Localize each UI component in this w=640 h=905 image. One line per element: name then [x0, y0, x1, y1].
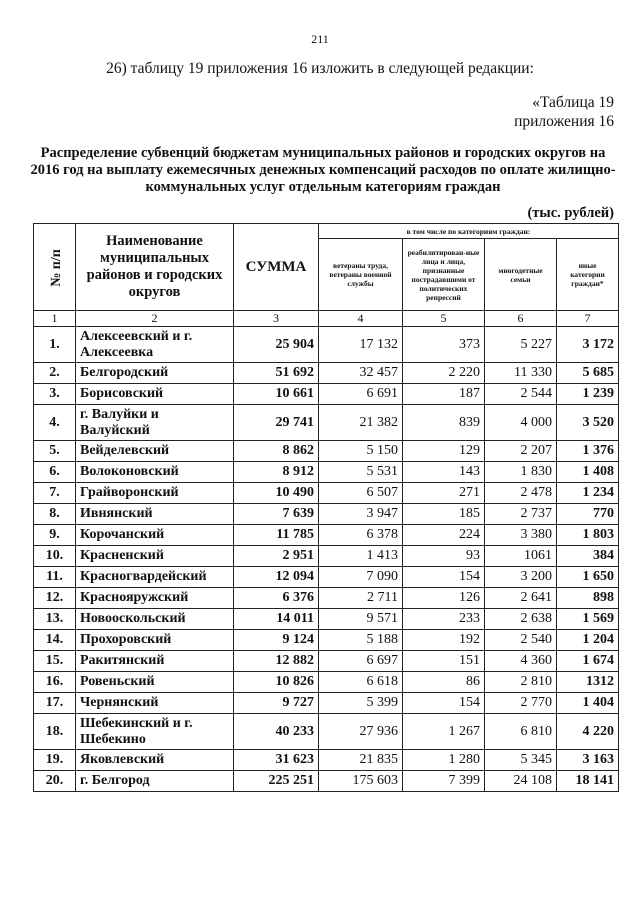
row-number: 20. [34, 771, 76, 792]
sum-cell: 29 741 [234, 405, 319, 441]
rehabilitated-cell: 192 [403, 630, 485, 651]
district-name: Шебекинский и г. Шебекино [76, 714, 234, 750]
other-categories-cell: 1 650 [557, 567, 619, 588]
other-categories-cell: 1 239 [557, 384, 619, 405]
district-name: Новооскольский [76, 609, 234, 630]
veterans-cell: 2 711 [319, 588, 403, 609]
district-name: Белгородский [76, 363, 234, 384]
large-families-cell: 2 638 [485, 609, 557, 630]
other-categories-cell: 1 234 [557, 483, 619, 504]
row-number: 6. [34, 462, 76, 483]
other-categories-cell: 1 404 [557, 693, 619, 714]
large-families-cell: 2 770 [485, 693, 557, 714]
large-families-cell: 2 737 [485, 504, 557, 525]
table-row [34, 441, 619, 462]
veterans-cell: 175 603 [319, 771, 403, 792]
header-rehabilitated: реабилитирован-ные лица и лица, признанные пострадавшими от политических репрессий [403, 239, 485, 311]
header-veterans: ветераны труда, ветераны военной службы [319, 239, 403, 311]
table-reference-line2: приложения 16 [514, 113, 614, 130]
rehabilitated-cell: 2 220 [403, 363, 485, 384]
intro-text: 26) таблицу 19 приложения 16 изложить в следующей редакции: [106, 60, 534, 77]
sum-cell: 7 639 [234, 504, 319, 525]
rehabilitated-cell: 233 [403, 609, 485, 630]
other-categories-cell: 1 376 [557, 441, 619, 462]
row-number: 8. [34, 504, 76, 525]
large-families-cell: 2 207 [485, 441, 557, 462]
sum-cell: 14 011 [234, 609, 319, 630]
veterans-cell: 21 835 [319, 750, 403, 771]
veterans-cell: 6 697 [319, 651, 403, 672]
other-categories-cell: 1 803 [557, 525, 619, 546]
table-row [34, 588, 619, 609]
column-index: 7 [557, 311, 619, 327]
rehabilitated-cell: 154 [403, 567, 485, 588]
column-index: 4 [319, 311, 403, 327]
header-name: Наименование муниципальных районов и городских округов [76, 224, 234, 311]
other-categories-cell: 1 569 [557, 609, 619, 630]
row-number: 3. [34, 384, 76, 405]
sum-cell: 51 692 [234, 363, 319, 384]
table-row [34, 327, 619, 363]
rehabilitated-cell: 1 280 [403, 750, 485, 771]
header-category-group: в том числе по категориям граждан: [319, 224, 619, 239]
row-number: 4. [34, 405, 76, 441]
row-number: 17. [34, 693, 76, 714]
other-categories-cell: 1 674 [557, 651, 619, 672]
sum-cell: 2 951 [234, 546, 319, 567]
header-num [34, 224, 76, 311]
veterans-cell: 9 571 [319, 609, 403, 630]
sum-cell: 6 376 [234, 588, 319, 609]
district-name: Корочанский [76, 525, 234, 546]
large-families-cell: 5 345 [485, 750, 557, 771]
row-number: 12. [34, 588, 76, 609]
rehabilitated-cell: 129 [403, 441, 485, 462]
other-categories-cell: 384 [557, 546, 619, 567]
row-number: 19. [34, 750, 76, 771]
large-families-cell: 2 810 [485, 672, 557, 693]
rehabilitated-cell: 143 [403, 462, 485, 483]
other-categories-cell: 1312 [557, 672, 619, 693]
table-row [34, 405, 619, 441]
rehabilitated-cell: 839 [403, 405, 485, 441]
sum-cell: 9 124 [234, 630, 319, 651]
table-row [34, 750, 619, 771]
rehabilitated-cell: 373 [403, 327, 485, 363]
units-label: (тыс. рублей) [527, 205, 614, 221]
table-reference [514, 93, 614, 131]
table-row [34, 525, 619, 546]
sum-cell: 8 862 [234, 441, 319, 462]
veterans-cell: 5 399 [319, 693, 403, 714]
column-index: 1 [34, 311, 76, 327]
row-number: 9. [34, 525, 76, 546]
large-families-cell: 2 544 [485, 384, 557, 405]
veterans-cell: 5 531 [319, 462, 403, 483]
header-other-categories: иные категории граждан* [557, 239, 619, 311]
sum-cell: 40 233 [234, 714, 319, 750]
rehabilitated-cell: 224 [403, 525, 485, 546]
row-number: 10. [34, 546, 76, 567]
large-families-cell: 24 108 [485, 771, 557, 792]
other-categories-cell: 1 204 [557, 630, 619, 651]
table-row [34, 714, 619, 750]
rehabilitated-cell: 185 [403, 504, 485, 525]
large-families-cell: 2 641 [485, 588, 557, 609]
sum-cell: 12 094 [234, 567, 319, 588]
other-categories-cell: 5 685 [557, 363, 619, 384]
district-name: г. Валуйки и Валуйский [76, 405, 234, 441]
district-name: Волоконовский [76, 462, 234, 483]
header-sum: СУММА [234, 224, 319, 311]
column-index-row [34, 311, 619, 327]
table-row [34, 483, 619, 504]
rehabilitated-cell: 154 [403, 693, 485, 714]
table-reference-line1: «Таблица 19 [532, 94, 614, 111]
rehabilitated-cell: 271 [403, 483, 485, 504]
district-name: Грайворонский [76, 483, 234, 504]
district-name: Прохоровский [76, 630, 234, 651]
veterans-cell: 27 936 [319, 714, 403, 750]
district-name: Чернянский [76, 693, 234, 714]
header-num-label: № п/п [48, 249, 64, 287]
district-name: г. Белгород [76, 771, 234, 792]
other-categories-cell: 1 408 [557, 462, 619, 483]
table-row [34, 693, 619, 714]
rehabilitated-cell: 7 399 [403, 771, 485, 792]
rehabilitated-cell: 93 [403, 546, 485, 567]
row-number: 11. [34, 567, 76, 588]
sum-cell: 225 251 [234, 771, 319, 792]
row-number: 1. [34, 327, 76, 363]
rehabilitated-cell: 126 [403, 588, 485, 609]
district-name: Борисовский [76, 384, 234, 405]
other-categories-cell: 4 220 [557, 714, 619, 750]
row-number: 16. [34, 672, 76, 693]
rehabilitated-cell: 151 [403, 651, 485, 672]
other-categories-cell: 3 520 [557, 405, 619, 441]
district-name: Ракитянский [76, 651, 234, 672]
column-index: 5 [403, 311, 485, 327]
sum-cell: 10 826 [234, 672, 319, 693]
column-index: 3 [234, 311, 319, 327]
row-number: 15. [34, 651, 76, 672]
veterans-cell: 17 132 [319, 327, 403, 363]
sum-cell: 8 912 [234, 462, 319, 483]
column-index: 2 [76, 311, 234, 327]
subvention-table [33, 223, 619, 792]
header-row-top [34, 224, 619, 239]
large-families-cell: 4 000 [485, 405, 557, 441]
veterans-cell: 5 150 [319, 441, 403, 462]
table-row [34, 504, 619, 525]
table-row [34, 462, 619, 483]
district-name: Краснояружский [76, 588, 234, 609]
row-number: 7. [34, 483, 76, 504]
veterans-cell: 6 378 [319, 525, 403, 546]
district-name: Вейделевский [76, 441, 234, 462]
large-families-cell: 5 227 [485, 327, 557, 363]
table-row [34, 384, 619, 405]
table-row [34, 771, 619, 792]
large-families-cell: 2 478 [485, 483, 557, 504]
veterans-cell: 6 507 [319, 483, 403, 504]
table-row [34, 546, 619, 567]
veterans-cell: 1 413 [319, 546, 403, 567]
other-categories-cell: 770 [557, 504, 619, 525]
district-name: Алексеевский и г. Алексеевка [76, 327, 234, 363]
other-categories-cell: 3 172 [557, 327, 619, 363]
other-categories-cell: 3 163 [557, 750, 619, 771]
veterans-cell: 7 090 [319, 567, 403, 588]
row-number: 2. [34, 363, 76, 384]
large-families-cell: 1 830 [485, 462, 557, 483]
table-row [34, 567, 619, 588]
district-name: Красногвардейский [76, 567, 234, 588]
table-row [34, 630, 619, 651]
document-title: Распределение субвенций бюджетам муниципальных районов и городских округов на 2016 год на выплату ежемесячных денежных компенсаций расходов по оплате жилищно-коммунальных услуг отдельным категориям граждан [30, 145, 616, 195]
veterans-cell: 6 618 [319, 672, 403, 693]
other-categories-cell: 898 [557, 588, 619, 609]
large-families-cell: 6 810 [485, 714, 557, 750]
column-index: 6 [485, 311, 557, 327]
district-name: Красненский [76, 546, 234, 567]
sum-cell: 31 623 [234, 750, 319, 771]
large-families-cell: 3 380 [485, 525, 557, 546]
rehabilitated-cell: 86 [403, 672, 485, 693]
row-number: 13. [34, 609, 76, 630]
other-categories-cell: 18 141 [557, 771, 619, 792]
large-families-cell: 11 330 [485, 363, 557, 384]
district-name: Ровеньский [76, 672, 234, 693]
rehabilitated-cell: 1 267 [403, 714, 485, 750]
large-families-cell: 1061 [485, 546, 557, 567]
veterans-cell: 32 457 [319, 363, 403, 384]
veterans-cell: 5 188 [319, 630, 403, 651]
large-families-cell: 3 200 [485, 567, 557, 588]
row-number: 14. [34, 630, 76, 651]
veterans-cell: 21 382 [319, 405, 403, 441]
large-families-cell: 2 540 [485, 630, 557, 651]
sum-cell: 25 904 [234, 327, 319, 363]
page-number: 211 [311, 32, 329, 46]
sum-cell: 10 490 [234, 483, 319, 504]
table-row [34, 609, 619, 630]
table-row [34, 651, 619, 672]
large-families-cell: 4 360 [485, 651, 557, 672]
header-large-families: многодетные семьи [485, 239, 557, 311]
veterans-cell: 3 947 [319, 504, 403, 525]
sum-cell: 10 661 [234, 384, 319, 405]
table-row [34, 672, 619, 693]
sum-cell: 11 785 [234, 525, 319, 546]
row-number: 18. [34, 714, 76, 750]
veterans-cell: 6 691 [319, 384, 403, 405]
row-number: 5. [34, 441, 76, 462]
sum-cell: 9 727 [234, 693, 319, 714]
district-name: Ивнянский [76, 504, 234, 525]
district-name: Яковлевский [76, 750, 234, 771]
table-row [34, 363, 619, 384]
sum-cell: 12 882 [234, 651, 319, 672]
rehabilitated-cell: 187 [403, 384, 485, 405]
